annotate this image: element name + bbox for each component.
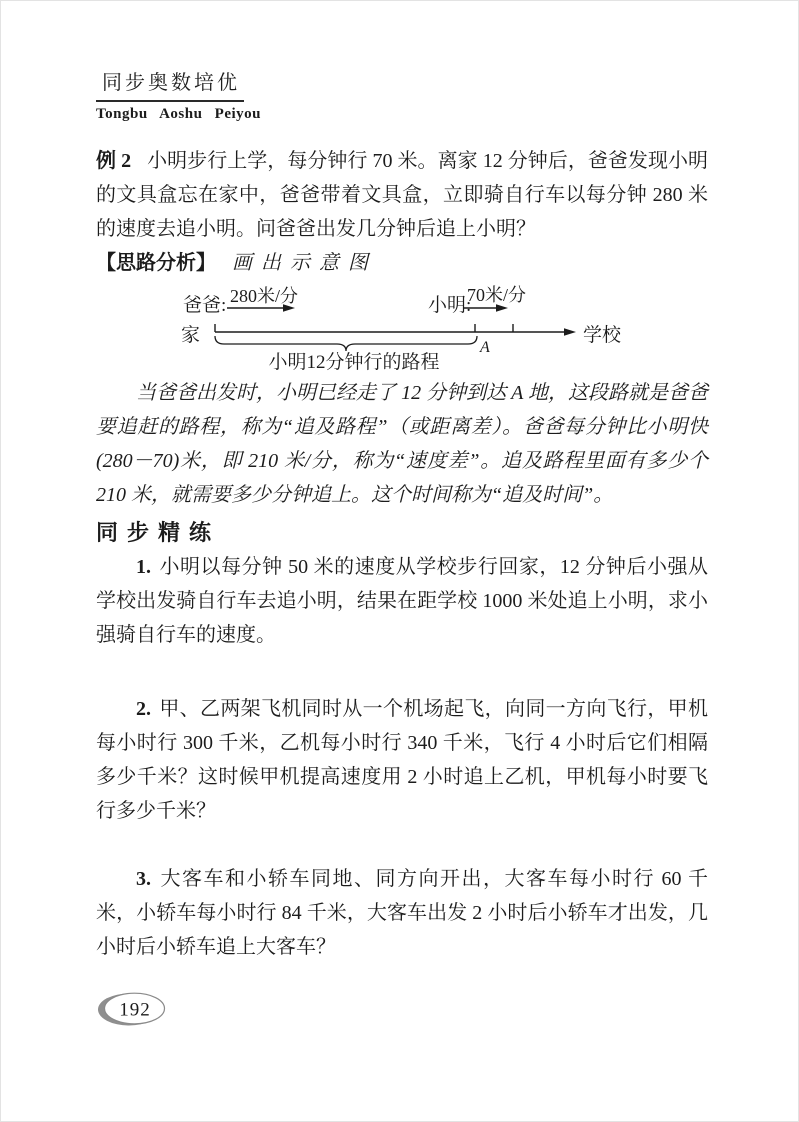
analysis-intro: 画出示意图 <box>232 252 377 274</box>
analysis-heading-label: 【思路分析】 <box>96 252 216 274</box>
problem-2-text: 甲、乙两架飞机同时从一个机场起飞，向同一方向飞行，甲机每小时行 300 千米，乙机每小时行 340 千米，飞行 4 小时后它们相隔多少千米？这时候甲机提高速度用 2 小时追上乙机，甲机每小时要飞行多少千米？ <box>96 698 708 822</box>
page-content <box>96 144 708 964</box>
book-title-pinyin: Tongbu Aoshu Peiyou <box>96 106 262 122</box>
problem-3-text: 大客车和小轿车同地、同方向开出，大客车每小时行 60 千米，小轿车每小时行 84 千米，大客车出发 2 小时后小轿车才出发，几小时后小轿车追上大客车？ <box>96 868 708 958</box>
dad-speed-label: 280米/分 <box>230 286 299 306</box>
dad-label: 爸爸: <box>183 295 227 316</box>
diagram-svg <box>96 280 708 376</box>
problem-1-number: 1. <box>136 556 151 578</box>
problem-3-number: 3. <box>136 868 151 890</box>
page-number-ellipse <box>96 991 168 1029</box>
home-label: 家 <box>181 325 201 346</box>
page-number: 192 <box>119 999 151 1021</box>
problem-1-text: 小明以每分钟 50 米的速度从学校步行回家，12 分钟后小强从学校出发骑自行车去追小明，结果在距学校 1000 米处追上小明，求小强骑自行车的速度。 <box>96 556 708 646</box>
page-header <box>96 66 261 123</box>
problem-1 <box>96 550 708 652</box>
brace-label: 小明12分钟行的路程 <box>268 352 440 373</box>
problem-3 <box>96 862 708 964</box>
problem-2 <box>96 692 708 828</box>
school-label: 学校 <box>583 325 622 346</box>
example-problem <box>96 144 708 246</box>
problem-2-number: 2. <box>136 698 151 720</box>
analysis-heading <box>96 246 708 280</box>
boy-speed-arrowhead <box>496 304 508 312</box>
example-label: 例 2 <box>96 150 132 172</box>
boy-label: 小明: <box>428 295 472 316</box>
point-a-label: A <box>480 339 490 356</box>
section-title: 同步精练 <box>96 520 221 546</box>
page-number-badge <box>96 991 168 1034</box>
example-text: 小明步行上学，每分钟行 70 米。离家 12 分钟后，爸爸发现小明的文具盒忘在家中，爸爸带着文具盒，立即骑自行车以每分钟 280 米的速度去追小明。问爸爸出发几分钟后追上小明？ <box>96 150 709 240</box>
chase-line-diagram <box>96 280 708 376</box>
analysis-text: 当爸爸出发时，小明已经走了 12 分钟到达 A 地，这段路就是爸爸要追赶的路程，称为“追及路程”（或距离差）。爸爸每分钟比小明快(280－70)米，即 210 米/分，称为“速度差”。追及路程里面有多少个 210 米，就需要多少分钟追上。这个时间称为“追及时间”。 <box>96 382 708 506</box>
boy-speed-label: 70米/分 <box>467 285 527 305</box>
distance-brace <box>215 336 477 351</box>
route-arrowhead <box>564 328 576 336</box>
book-title: 同步奥数培优 <box>96 66 244 102</box>
